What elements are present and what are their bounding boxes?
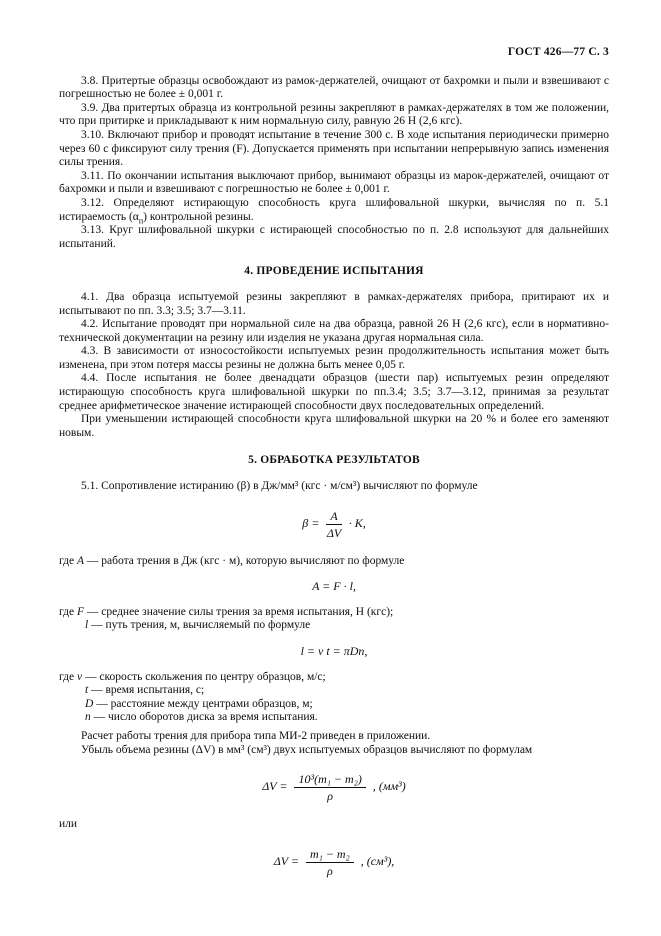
definition-v-lead: где [59,670,77,683]
paragraph-5-1: 5.1. Сопротивление истиранию (β) в Дж/мм³ (кгс · м/см³) вычисляют по формуле [81,480,478,493]
definition-t-text: — время испытания, с; [88,684,205,697]
formula-delta-v-cm-units: , (см³), [360,854,395,868]
formula-beta-lhs: β = [302,515,320,530]
paragraph-3-8: 3.8. Притертые образцы освобождают из рамок-держателей, очищают от бахромки и пыли и взвешивают с погрешностью не более ± 0,001 г. [59,74,609,101]
paragraph-4-1: 4.1. Два образца испытуемой резины закрепляют в рамках-держателях прибора, притирают их и испытывают по пп. 3.3; 3.5; 3.7—3.11. [59,290,609,317]
formula-delta-v-cm [59,847,609,878]
definition-t [59,684,609,698]
paragraph-3-10: 3.10. Включают прибор и проводят испытание в течение 300 с. В ходе испытания периодически примерно через 60 с фиксируют силу трения (F). Допускается применять при испытании непрерывную запись изменения силы трения. [59,128,609,169]
definition-l [59,619,609,633]
definition-n-variable: n [85,711,91,724]
definition-l-variable: l [85,619,89,632]
fraction-denominator: ρ [326,863,333,878]
fraction-denominator: ρ [327,789,334,804]
paragraph-calc-note: Расчет работы трения для прибора типа МИ-2 приведен в приложении. [81,729,431,742]
paragraph-3-12 [59,197,609,224]
paragraph-4-4b: При уменьшении истирающей способности круга шлифовальной шкурки на 20 % и более его заменяют новым. [59,413,609,439]
definition-A [59,555,609,569]
formula-delta-v-mm-units: , (мм³) [372,779,406,794]
fraction-denominator: ΔV [326,525,342,540]
formula-path-expression: l = v t = πDn, [300,644,368,658]
section-5-title: 5. ОБРАБОТКА РЕЗУЛЬТАТОВ [248,454,420,467]
paragraph-3-12-text: 3.12. Определяют истирающую способность круга шлифовальной шкурки, вычисляя по п. 5.1 истираемость (α [59,196,609,223]
paragraph-3-12-tail: ) контрольной резины. [143,210,254,223]
definition-v-variable: v [76,670,83,683]
formula-beta-fraction [326,509,341,540]
definition-A-lead: где [59,554,77,567]
definition-v [59,671,609,685]
definition-n-text: — число оборотов диска за время испытания. [90,711,318,724]
formula-work-expression: A = F · l, [312,579,356,594]
formula-path [59,645,609,659]
paragraph-volume-loss: Убыль объема резины (ΔV) в мм³ (см³) двух испытуемых образцов вычисляют по формулам [81,743,533,756]
definition-n [59,711,609,725]
paragraph-3-13: 3.13. Круг шлифовальной шкурки с истирающей способностью по п. 2.8 используют для дальнейших испытаний. [59,224,609,250]
section-4-title: 4. ПРОВЕДЕНИЕ ИСПЫТАНИЯ [244,265,424,278]
formula-delta-v-cm-lhs: ΔV = [273,854,299,868]
formula-delta-v-mm-lhs: ΔV = [262,779,288,794]
formula-beta-rhs: · K, [348,515,366,530]
fraction-numerator: m₁ − m₂ [306,847,354,863]
definition-A-variable: A [76,554,85,567]
doc-reference: ГОСТ 426—77 С. 3 [507,46,609,58]
definition-F [59,606,609,620]
fraction-numerator: A [326,509,341,525]
paragraph-or: или [59,818,78,831]
doc-header [59,46,609,60]
definition-F-text: — среднее значение силы трения за время испытания, Н (кгс); [84,605,394,618]
definition-D-variable: D [85,697,94,710]
alpha-subscript: п [138,215,144,225]
paragraph-3-11: 3.11. По окончании испытания выключают прибор, вынимают образцы из марок-держателей, очищают от бахромки и пыли и взвешивают с погрешностью не более ± 0,001 г. [59,169,609,196]
definition-t-variable: t [85,684,89,697]
definition-v-text: — скорость скольжения по центру образцов, м/с; [82,670,326,683]
definition-F-variable: F [76,605,85,618]
formula-work [59,580,609,594]
paragraph-4-4: 4.4. После испытания не более двенадцати образцов (шести пар) испытуемых резин определяют истирающую способность круга шлифовальной шкурки по пп.3.4; 3.5; 3.7—3.12, принимая за результат среднее арифметическое значение истирающей способности двух последовательных определений. [59,372,609,412]
fraction-numerator: 10³(m₁ − m₂) [294,772,365,788]
formula-delta-v-mm [59,772,609,803]
paragraph-4-3: 4.3. В зависимости от износостойкости испытуемых резин продолжительность испытания может быть изменена, при этом потеря массы резины не должна быть менее 0,05 г. [59,345,609,371]
definition-D [59,698,609,712]
definition-D-text: — расстояние между центрами образцов, м; [93,697,313,710]
paragraph-3-9: 3.9. Два притертых образца из контрольной резины закрепляют в рамках-держателях в том же положении, что при притирке и прикладывают к ним нормальную силу, равную 26 Н (2,6 кгс). [59,101,609,128]
definition-A-text: — работа трения в Дж (кгс · м), которую вычисляют по формуле [84,554,405,567]
definition-F-lead: где [59,605,77,618]
formula-beta [59,509,609,540]
paragraph-4-2: 4.2. Испытание проводят при нормальной силе на два образца, равной 26 Н (2,6 кгс), если в нормативно-технической документации на резину или изделия не указана другая нормальная сила. [59,318,609,344]
formula-delta-v-cm-fraction [306,847,354,878]
definition-l-text: — путь трения, м, вычисляемый по формуле [88,619,311,632]
formula-delta-v-mm-fraction [294,772,365,803]
